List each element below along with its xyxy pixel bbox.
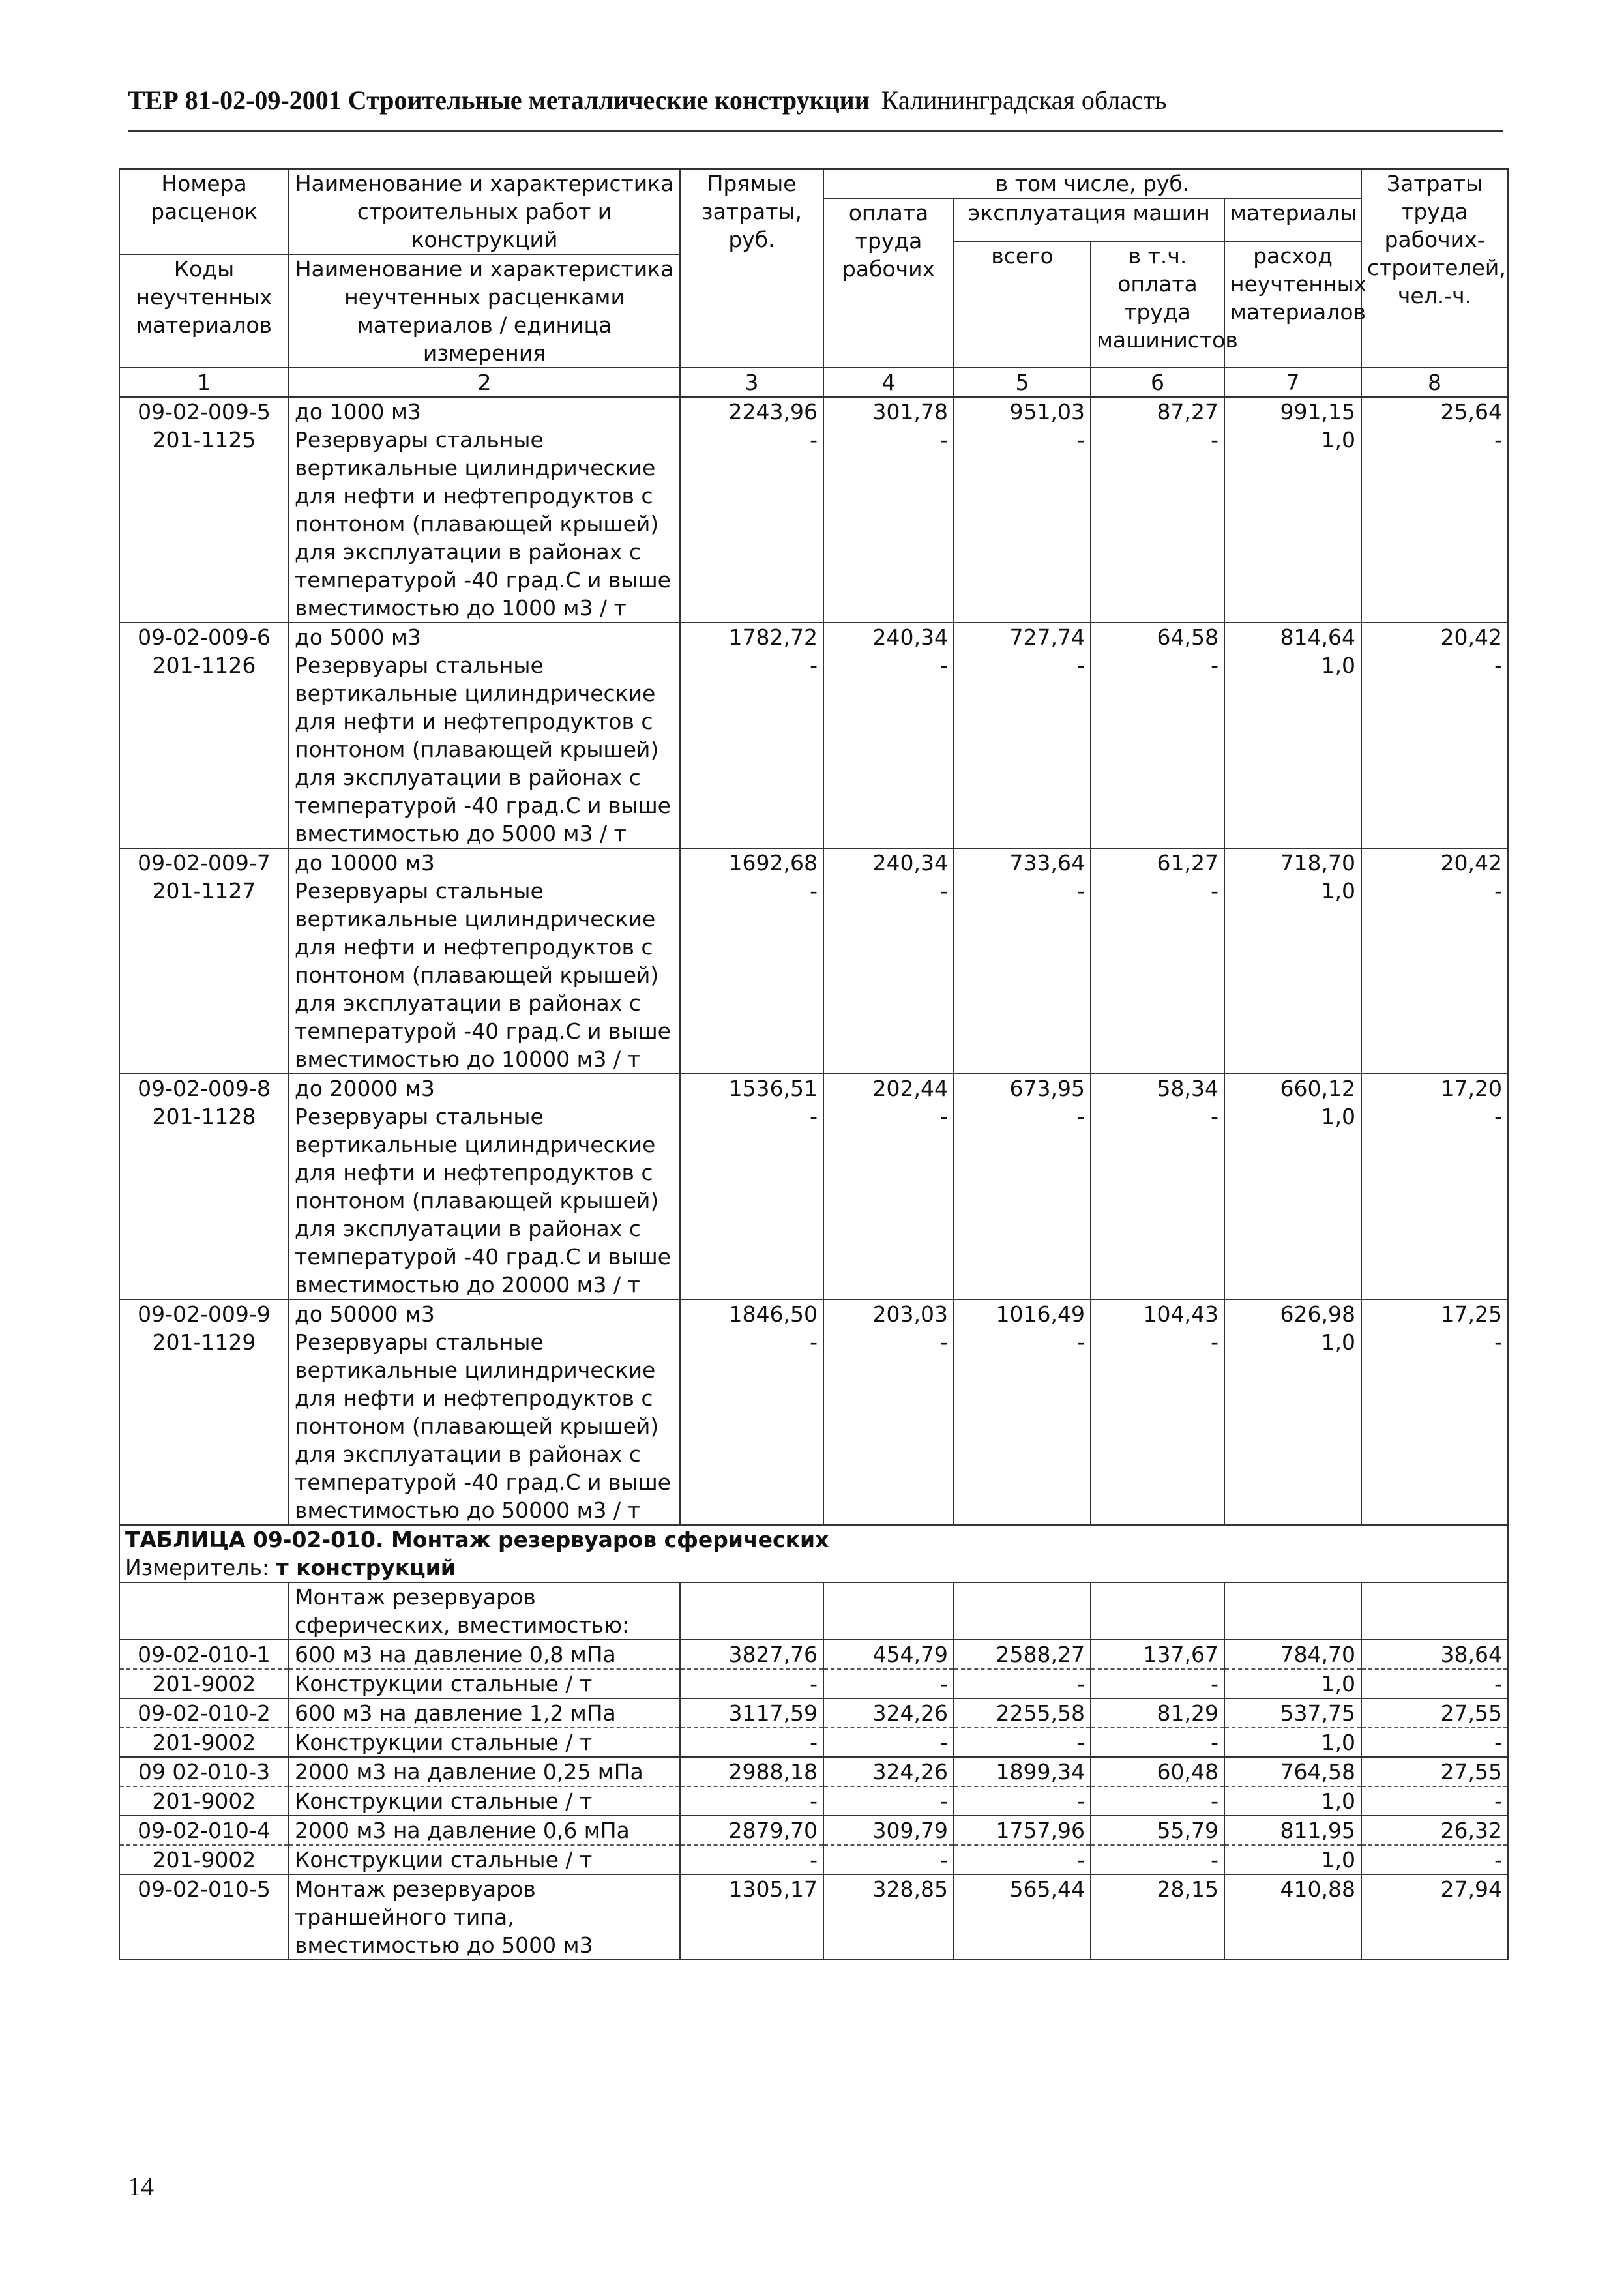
material-code: 201-1128 bbox=[119, 1102, 289, 1299]
materials-cost: 537,75 bbox=[1224, 1698, 1361, 1728]
empty-cell bbox=[954, 1582, 1091, 1640]
materials-cost: 764,58 bbox=[1224, 1757, 1361, 1786]
header-col5: всего bbox=[954, 241, 1091, 368]
dash-cell: - bbox=[1091, 651, 1224, 848]
dash-cell: - bbox=[680, 1728, 823, 1757]
section-title: ТАБЛИЦА 09-02-010. Монтаж резервуаров сферических bbox=[119, 1525, 1508, 1554]
labor-hours: 26,32 bbox=[1361, 1816, 1508, 1845]
labor-hours: 20,42 bbox=[1361, 623, 1508, 651]
column-number: 4 bbox=[823, 368, 954, 397]
materials-cost: 660,12 bbox=[1224, 1074, 1361, 1102]
material-name: Резервуары стальные вертикальные цилиндрические для нефти и нефтепродуктов с понтоном (плавающей крышей) для эксплуатации в районах с температурой -40 град.С и выше вместимостью до 10000 м3 / т bbox=[289, 877, 680, 1074]
header-group-incl: в том числе, руб. bbox=[823, 169, 1361, 198]
header-group-machines: эксплуатация машин bbox=[954, 198, 1224, 241]
rate-code: 09-02-009-7 bbox=[119, 848, 289, 877]
region-name: Калининградская область bbox=[881, 85, 1167, 115]
section-title-row bbox=[119, 1525, 1508, 1554]
material-name: Резервуары стальные вертикальные цилиндрические для нефти и нефтепродуктов с понтоном (плавающей крышей) для эксплуатации в районах с температурой -40 град.С и выше вместимостью до 5000 м3 / т bbox=[289, 651, 680, 848]
material-row bbox=[119, 1786, 1508, 1816]
labor-pay: 301,78 bbox=[823, 397, 954, 426]
machinists-pay: 87,27 bbox=[1091, 397, 1224, 426]
machinists-pay: 61,27 bbox=[1091, 848, 1224, 877]
materials-cost: 814,64 bbox=[1224, 623, 1361, 651]
header-col6: в т.ч. оплата труда машинистов bbox=[1091, 241, 1224, 368]
dash-cell: - bbox=[1361, 1669, 1508, 1698]
empty-cell bbox=[680, 1582, 823, 1640]
dash-cell: - bbox=[1361, 877, 1508, 1074]
dash-cell: - bbox=[680, 651, 823, 848]
material-code: 201-9002 bbox=[119, 1669, 289, 1698]
material-code: 201-9002 bbox=[119, 1728, 289, 1757]
material-amount: 1,0 bbox=[1224, 1669, 1361, 1698]
work-name: Монтаж резервуаров траншейного типа, вместимостью до 5000 м3 bbox=[289, 1874, 680, 1960]
labor-pay: 309,79 bbox=[823, 1816, 954, 1845]
measure-row bbox=[119, 1554, 1508, 1582]
group-row bbox=[119, 1582, 1508, 1640]
materials-cost: 410,88 bbox=[1224, 1874, 1361, 1960]
work-name: до 1000 м3 bbox=[289, 397, 680, 426]
dash-cell: - bbox=[1361, 651, 1508, 848]
page-number: 14 bbox=[128, 2172, 154, 2201]
rate-code: 09-02-009-6 bbox=[119, 623, 289, 651]
rate-code: 09-02-010-4 bbox=[119, 1816, 289, 1845]
rate-row bbox=[119, 623, 1508, 651]
material-amount: 1,0 bbox=[1224, 1328, 1361, 1525]
labor-hours: 25,64 bbox=[1361, 397, 1508, 426]
dash-cell: - bbox=[954, 1845, 1091, 1874]
material-code: 201-9002 bbox=[119, 1845, 289, 1874]
rate-row bbox=[119, 1698, 1508, 1728]
dash-cell: - bbox=[954, 877, 1091, 1074]
column-number: 5 bbox=[954, 368, 1091, 397]
direct-costs: 1846,50 bbox=[680, 1299, 823, 1328]
labor-pay: 240,34 bbox=[823, 623, 954, 651]
labor-hours: 27,55 bbox=[1361, 1757, 1508, 1786]
dash-cell: - bbox=[823, 1786, 954, 1816]
column-number: 8 bbox=[1361, 368, 1508, 397]
labor-hours: 27,94 bbox=[1361, 1874, 1508, 1960]
labor-pay: 328,85 bbox=[823, 1874, 954, 1960]
material-code: 201-1125 bbox=[119, 426, 289, 623]
material-row bbox=[119, 1669, 1508, 1698]
rate-code: 09-02-010-2 bbox=[119, 1698, 289, 1728]
header-col7: расход неучтенных материалов bbox=[1224, 241, 1361, 368]
material-name: Конструкции стальные / т bbox=[289, 1786, 680, 1816]
rate-code: 09-02-009-5 bbox=[119, 397, 289, 426]
material-name: Резервуары стальные вертикальные цилиндрические для нефти и нефтепродуктов с понтоном (плавающей крышей) для эксплуатации в районах с температурой -40 град.С и выше вместимостью до 50000 м3 / т bbox=[289, 1328, 680, 1525]
column-number: 1 bbox=[119, 368, 289, 397]
measure-line bbox=[119, 1554, 1508, 1582]
rate-code: 09-02-009-9 bbox=[119, 1299, 289, 1328]
work-name: до 10000 м3 bbox=[289, 848, 680, 877]
labor-pay: 240,34 bbox=[823, 848, 954, 877]
material-name: Конструкции стальные / т bbox=[289, 1845, 680, 1874]
labor-hours: 17,20 bbox=[1361, 1074, 1508, 1102]
machines-total: 565,44 bbox=[954, 1874, 1091, 1960]
dash-cell: - bbox=[954, 1728, 1091, 1757]
material-code: 201-1126 bbox=[119, 651, 289, 848]
measure-label: Измеритель: bbox=[125, 1555, 270, 1580]
labor-pay: 202,44 bbox=[823, 1074, 954, 1102]
dash-cell: - bbox=[680, 1328, 823, 1525]
labor-pay: 203,03 bbox=[823, 1299, 954, 1328]
header-col1-bottom: Коды неучтенных материалов bbox=[119, 254, 289, 368]
column-number: 3 bbox=[680, 368, 823, 397]
machines-total: 1757,96 bbox=[954, 1816, 1091, 1845]
header-col1-top: Номера расценок bbox=[119, 169, 289, 254]
direct-costs: 3117,59 bbox=[680, 1698, 823, 1728]
dash-cell: - bbox=[1091, 1845, 1224, 1874]
page-header bbox=[128, 85, 1503, 132]
labor-hours: 38,64 bbox=[1361, 1640, 1508, 1669]
dash-cell: - bbox=[1091, 1786, 1224, 1816]
rates-table bbox=[119, 168, 1509, 1960]
column-number: 7 bbox=[1224, 368, 1361, 397]
material-row bbox=[119, 1728, 1508, 1757]
direct-costs: 1692,68 bbox=[680, 848, 823, 877]
dash-cell: - bbox=[823, 1845, 954, 1874]
header-group-materials: материалы bbox=[1224, 198, 1361, 241]
material-amount: 1,0 bbox=[1224, 1786, 1361, 1816]
dash-cell: - bbox=[954, 1328, 1091, 1525]
machines-total: 733,64 bbox=[954, 848, 1091, 877]
column-number: 6 bbox=[1091, 368, 1224, 397]
empty-cell bbox=[119, 1582, 289, 1640]
dash-cell: - bbox=[1091, 1328, 1224, 1525]
work-name: до 5000 м3 bbox=[289, 623, 680, 651]
material-amount: 1,0 bbox=[1224, 651, 1361, 848]
header-col4: оплата труда рабочих bbox=[823, 198, 954, 368]
labor-pay: 324,26 bbox=[823, 1757, 954, 1786]
rate-row bbox=[119, 1640, 1508, 1669]
material-amount: 1,0 bbox=[1224, 1728, 1361, 1757]
machines-total: 2255,58 bbox=[954, 1698, 1091, 1728]
machines-total: 727,74 bbox=[954, 623, 1091, 651]
rate-code: 09-02-009-8 bbox=[119, 1074, 289, 1102]
rate-row bbox=[119, 1757, 1508, 1786]
machinists-pay: 81,29 bbox=[1091, 1698, 1224, 1728]
dash-cell: - bbox=[1091, 877, 1224, 1074]
labor-hours: 17,25 bbox=[1361, 1299, 1508, 1328]
material-amount: 1,0 bbox=[1224, 1102, 1361, 1299]
dash-cell: - bbox=[680, 1102, 823, 1299]
dash-cell: - bbox=[680, 1669, 823, 1698]
empty-cell bbox=[1361, 1582, 1508, 1640]
direct-costs: 2988,18 bbox=[680, 1757, 823, 1786]
work-name: до 50000 м3 bbox=[289, 1299, 680, 1328]
material-code: 201-9002 bbox=[119, 1786, 289, 1816]
material-code: 201-1127 bbox=[119, 877, 289, 1074]
labor-hours: 20,42 bbox=[1361, 848, 1508, 877]
work-name: 600 м3 на давление 0,8 мПа bbox=[289, 1640, 680, 1669]
materials-cost: 991,15 bbox=[1224, 397, 1361, 426]
dash-cell: - bbox=[823, 1728, 954, 1757]
rate-row bbox=[119, 848, 1508, 877]
dash-cell: - bbox=[954, 426, 1091, 623]
dash-cell: - bbox=[823, 877, 954, 1074]
machines-total: 2588,27 bbox=[954, 1640, 1091, 1669]
dash-cell: - bbox=[954, 1669, 1091, 1698]
dash-cell: - bbox=[954, 1786, 1091, 1816]
measure-value: т конструкций bbox=[276, 1555, 456, 1580]
dash-cell: - bbox=[823, 1102, 954, 1299]
rate-row bbox=[119, 1299, 1508, 1328]
labor-pay: 454,79 bbox=[823, 1640, 954, 1669]
dash-cell: - bbox=[823, 1328, 954, 1525]
material-amount: 1,0 bbox=[1224, 1845, 1361, 1874]
header-col8: Затраты труда рабочих-строителей, чел.-ч. bbox=[1361, 169, 1508, 368]
header-col3: Прямые затраты, руб. bbox=[680, 169, 823, 368]
dash-cell: - bbox=[680, 426, 823, 623]
direct-costs: 1305,17 bbox=[680, 1874, 823, 1960]
group-text: Монтаж резервуаров сферических, вместимостью: bbox=[289, 1582, 680, 1640]
rate-code: 09 02-010-3 bbox=[119, 1757, 289, 1786]
rate-row bbox=[119, 397, 1508, 426]
empty-cell bbox=[1091, 1582, 1224, 1640]
rate-code: 09-02-010-5 bbox=[119, 1874, 289, 1960]
dash-cell: - bbox=[954, 1102, 1091, 1299]
material-name: Резервуары стальные вертикальные цилиндрические для нефти и нефтепродуктов с понтоном (плавающей крышей) для эксплуатации в районах с температурой -40 град.С и выше вместимостью до 20000 м3 / т bbox=[289, 1102, 680, 1299]
machines-total: 1016,49 bbox=[954, 1299, 1091, 1328]
direct-costs: 1782,72 bbox=[680, 623, 823, 651]
dash-cell: - bbox=[680, 877, 823, 1074]
column-number: 2 bbox=[289, 368, 680, 397]
machinists-pay: 58,34 bbox=[1091, 1074, 1224, 1102]
machines-total: 951,03 bbox=[954, 397, 1091, 426]
materials-cost: 718,70 bbox=[1224, 848, 1361, 877]
dash-cell: - bbox=[1091, 426, 1224, 623]
dash-cell: - bbox=[823, 426, 954, 623]
material-amount: 1,0 bbox=[1224, 426, 1361, 623]
machinists-pay: 137,67 bbox=[1091, 1640, 1224, 1669]
machinists-pay: 28,15 bbox=[1091, 1874, 1224, 1960]
dash-cell: - bbox=[1091, 1728, 1224, 1757]
material-row bbox=[119, 1845, 1508, 1874]
dash-cell: - bbox=[823, 1669, 954, 1698]
dash-cell: - bbox=[823, 651, 954, 848]
material-row bbox=[119, 426, 1508, 623]
work-name: 600 м3 на давление 1,2 мПа bbox=[289, 1698, 680, 1728]
dash-cell: - bbox=[680, 1845, 823, 1874]
dash-cell: - bbox=[1361, 1845, 1508, 1874]
machines-total: 673,95 bbox=[954, 1074, 1091, 1102]
dash-cell: - bbox=[1091, 1102, 1224, 1299]
material-row bbox=[119, 1328, 1508, 1525]
document-code-title: ТЕР 81-02-09-2001 Строительные металлические конструкции bbox=[128, 85, 870, 115]
material-row bbox=[119, 651, 1508, 848]
material-row bbox=[119, 877, 1508, 1074]
empty-cell bbox=[823, 1582, 954, 1640]
rate-row bbox=[119, 1874, 1508, 1960]
material-code: 201-1129 bbox=[119, 1328, 289, 1525]
dash-cell: - bbox=[1361, 1728, 1508, 1757]
machinists-pay: 64,58 bbox=[1091, 623, 1224, 651]
material-amount: 1,0 bbox=[1224, 877, 1361, 1074]
dash-cell: - bbox=[1361, 1786, 1508, 1816]
material-name: Конструкции стальные / т bbox=[289, 1669, 680, 1698]
header-col2-top: Наименование и характеристика строительных работ и конструкций bbox=[289, 169, 680, 254]
work-name: 2000 м3 на давление 0,6 мПа bbox=[289, 1816, 680, 1845]
materials-cost: 811,95 bbox=[1224, 1816, 1361, 1845]
rate-code: 09-02-010-1 bbox=[119, 1640, 289, 1669]
dash-cell: - bbox=[1361, 426, 1508, 623]
header-col2-bottom: Наименование и характеристика неучтенных расценками материалов / единица измерения bbox=[289, 254, 680, 368]
labor-hours: 27,55 bbox=[1361, 1698, 1508, 1728]
materials-cost: 784,70 bbox=[1224, 1640, 1361, 1669]
rate-row bbox=[119, 1816, 1508, 1845]
material-name: Резервуары стальные вертикальные цилиндрические для нефти и нефтепродуктов с понтоном (плавающей крышей) для эксплуатации в районах с температурой -40 град.С и выше вместимостью до 1000 м3 / т bbox=[289, 426, 680, 623]
work-name: 2000 м3 на давление 0,25 мПа bbox=[289, 1757, 680, 1786]
direct-costs: 2243,96 bbox=[680, 397, 823, 426]
direct-costs: 3827,76 bbox=[680, 1640, 823, 1669]
material-name: Конструкции стальные / т bbox=[289, 1728, 680, 1757]
dash-cell: - bbox=[954, 651, 1091, 848]
labor-pay: 324,26 bbox=[823, 1698, 954, 1728]
materials-cost: 626,98 bbox=[1224, 1299, 1361, 1328]
rate-row bbox=[119, 1074, 1508, 1102]
machinists-pay: 60,48 bbox=[1091, 1757, 1224, 1786]
dash-cell: - bbox=[680, 1786, 823, 1816]
machinists-pay: 55,79 bbox=[1091, 1816, 1224, 1845]
material-row bbox=[119, 1102, 1508, 1299]
dash-cell: - bbox=[1091, 1669, 1224, 1698]
direct-costs: 1536,51 bbox=[680, 1074, 823, 1102]
dash-cell: - bbox=[1361, 1102, 1508, 1299]
direct-costs: 2879,70 bbox=[680, 1816, 823, 1845]
dash-cell: - bbox=[1361, 1328, 1508, 1525]
work-name: до 20000 м3 bbox=[289, 1074, 680, 1102]
empty-cell bbox=[1224, 1582, 1361, 1640]
column-numbers-row bbox=[119, 368, 1508, 397]
machinists-pay: 104,43 bbox=[1091, 1299, 1224, 1328]
machines-total: 1899,34 bbox=[954, 1757, 1091, 1786]
